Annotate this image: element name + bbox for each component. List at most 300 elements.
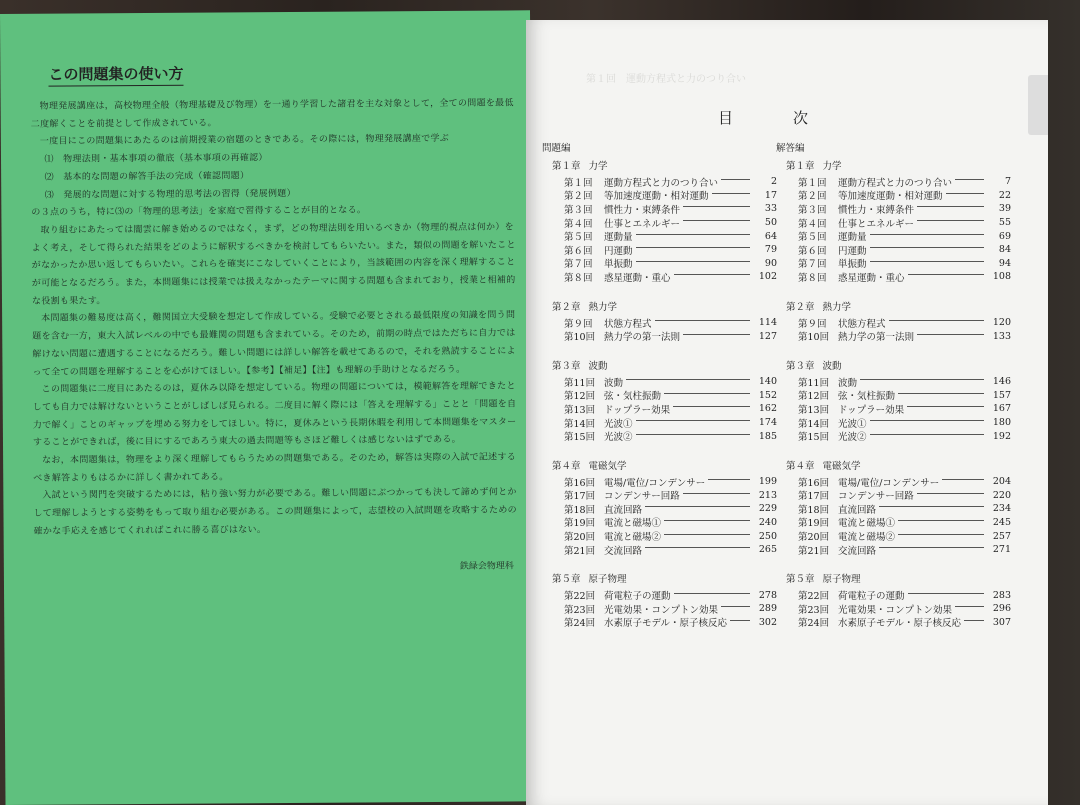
chapter-number: 第３章 xyxy=(786,360,815,372)
page-number: 84 xyxy=(998,244,1011,256)
leader-line xyxy=(870,420,984,421)
lesson-title: 等加速度運動・相対運動 xyxy=(604,191,709,203)
leader-line xyxy=(907,406,984,407)
lesson-title: 円運動 xyxy=(604,245,633,257)
lesson-title: 光電効果・コンプトン効果 xyxy=(604,604,719,616)
intro-paragraph: 物理発展講座は，高校物理全般（物理基礎及び物理）を一通り学習した諸君を主な対象として，全ての問題を最低二度解くことを前提として作成されている。 xyxy=(30,98,514,130)
toc-entry xyxy=(542,588,777,602)
page-number: 265 xyxy=(758,544,777,556)
left-page xyxy=(0,10,536,805)
intro-paragraph: 本問題集の難易度は高く，難関国立大受験を想定して作成している。受験で必要とされる最低限度の知識を問う問題を含む一方，東大入試レベルの中でも最難関の問題も含まれている。そのため，前期の時点ではただちに自力では解けない問題に遭遇することになるだろう。難しい問題には詳しい解答を載せてあるので，それを熟読することによって全ての問題を理解することを心がけてほしい。【参考】【補足】【注】も理解の手助けとなるだろう。 xyxy=(32,310,516,378)
leader-line xyxy=(626,379,750,380)
page-number: 50 xyxy=(764,217,777,229)
chapter-name: 電磁気学 xyxy=(822,460,861,472)
toc-entry xyxy=(776,216,1011,230)
leader-line xyxy=(917,493,984,494)
page-number: 283 xyxy=(992,589,1011,601)
page-number: 185 xyxy=(758,430,777,442)
chapter-name: 力学 xyxy=(822,161,842,172)
lesson-title: 電流と磁場① xyxy=(838,518,896,530)
lesson-title: 直流回路 xyxy=(604,504,643,516)
chapter-heading xyxy=(552,571,777,585)
page-number: 140 xyxy=(758,376,777,388)
chapter-number: 第５章 xyxy=(786,574,815,586)
page-number: 174 xyxy=(758,417,777,429)
page-number: 120 xyxy=(992,317,1011,329)
intro-paragraph: 取り組むにあたっては闇雲に解き始めるのではなく，まず，どの物理法則を用いるべきか（物理的視点は何か）をよく考え，そして得られた結果をどのように解釈するべきかを検討してもらいたい。また，類似の問題を解いたことがなかったか思い返してもらいたい。これらを確実にこなしていくことにより，当該範囲の内容を深く理解することが可能となるだろう。また，本問題集には授業では扱えなかったテーマに関する問題も含まれており，授業と相補的な役割も果たす。 xyxy=(31,222,516,307)
lesson-number: 第17回 xyxy=(798,491,830,503)
toc-chapter xyxy=(776,571,1011,629)
lesson-number: 第12回 xyxy=(798,391,830,403)
lesson-title: 交流回路 xyxy=(838,545,877,557)
lesson-title: 弦・気柱振動 xyxy=(604,391,662,403)
toc-entry xyxy=(542,243,777,257)
lesson-number: 第７回 xyxy=(798,259,827,271)
leader-line xyxy=(860,379,984,380)
page-number: 33 xyxy=(764,203,777,215)
toc-entry xyxy=(542,602,777,616)
leader-line xyxy=(870,234,984,235)
leader-line xyxy=(674,593,750,594)
leader-line xyxy=(889,320,984,321)
lesson-number: 第10回 xyxy=(564,332,596,344)
page-number: 204 xyxy=(992,476,1011,488)
page-number: 192 xyxy=(992,430,1011,442)
chapter-heading xyxy=(786,299,1011,313)
chapter-heading xyxy=(552,299,777,313)
lesson-number: 第３回 xyxy=(798,204,827,216)
toc-entry xyxy=(542,389,777,403)
chapter-name: 原子物理 xyxy=(588,574,627,586)
chapter-heading xyxy=(552,158,777,172)
lesson-number: 第19回 xyxy=(798,518,830,530)
lesson-title: 水素原子モデル・原子核反応 xyxy=(838,618,962,630)
page-number: 278 xyxy=(758,589,777,601)
page-number: 69 xyxy=(998,230,1011,242)
lesson-number: 第８回 xyxy=(564,272,593,284)
lesson-title: コンデンサー回路 xyxy=(838,491,914,503)
lesson-title: 波動 xyxy=(838,377,858,389)
toc-entry xyxy=(776,502,1011,516)
intro-paragraph: ⑶ 発展的な問題に対する物理的思考法の習得（発展例題） xyxy=(44,188,296,201)
toc-entry xyxy=(542,257,777,271)
lesson-number: 第23回 xyxy=(564,604,596,616)
lesson-title: 慣性力・束縛条件 xyxy=(838,204,915,216)
leader-line xyxy=(636,234,750,235)
leader-line xyxy=(636,420,750,421)
leader-line xyxy=(955,179,984,180)
page-number: 17 xyxy=(764,189,777,201)
leader-line xyxy=(917,206,984,207)
lesson-number: 第21回 xyxy=(798,545,830,557)
lesson-title: コンデンサー回路 xyxy=(604,491,680,503)
page-number: 250 xyxy=(758,530,777,542)
chapter-heading xyxy=(786,358,1011,372)
page-number: 257 xyxy=(992,530,1011,542)
lesson-number: 第15回 xyxy=(564,432,596,444)
chapter-number: 第４章 xyxy=(552,460,581,472)
lesson-title: ドップラー効果 xyxy=(604,404,671,416)
lesson-title: 光電効果・コンプトン効果 xyxy=(838,604,953,616)
lesson-number: 第９回 xyxy=(564,318,593,330)
leader-line xyxy=(870,434,984,435)
toc-entry xyxy=(542,489,777,503)
toc-entry xyxy=(542,270,777,284)
page-number: 90 xyxy=(764,257,777,269)
lesson-title: 電場/電位/コンデンサー xyxy=(604,477,706,489)
page-number: 162 xyxy=(758,403,777,415)
toc-chapter xyxy=(542,571,777,629)
lesson-title: 等加速度運動・相対運動 xyxy=(838,191,943,203)
lesson-number: 第14回 xyxy=(798,418,830,430)
leader-line xyxy=(879,547,984,548)
toc-entry xyxy=(776,329,1011,343)
toc-section-label: 問題編 xyxy=(542,143,571,154)
chapter-number: 第２章 xyxy=(786,301,815,313)
page-number: 302 xyxy=(758,616,777,628)
lesson-number: 第23回 xyxy=(798,604,830,616)
lesson-number: 第６回 xyxy=(564,245,593,257)
chapter-number: 第５章 xyxy=(552,574,581,586)
page-number: 114 xyxy=(758,317,777,329)
toc-entry xyxy=(542,175,777,189)
toc-entry xyxy=(776,243,1011,257)
lesson-number: 第４回 xyxy=(798,218,827,230)
toc-entry xyxy=(542,375,777,389)
toc-chapter xyxy=(776,299,1011,343)
toc-chapter xyxy=(776,158,1011,284)
lesson-number: 第13回 xyxy=(564,404,596,416)
toc-entry xyxy=(776,429,1011,443)
chapter-name: 原子物理 xyxy=(822,574,861,586)
leader-line xyxy=(674,274,750,275)
leader-line xyxy=(730,620,750,621)
lesson-title: 電流と磁場① xyxy=(604,518,662,530)
toc-entry xyxy=(776,588,1011,602)
toc-entry xyxy=(776,389,1011,403)
intro-paragraph: ⑵ 基本的な問題の解答手法の完成（確認問題） xyxy=(44,171,250,183)
lesson-number: 第10回 xyxy=(798,332,830,344)
toc-chapter xyxy=(542,358,777,443)
toc-entry xyxy=(776,270,1011,284)
toc-entry xyxy=(542,529,777,543)
lesson-title: 仕事とエネルギー xyxy=(604,218,681,230)
leader-line xyxy=(683,493,750,494)
lesson-number: 第７回 xyxy=(564,259,593,271)
page-number: 152 xyxy=(758,389,777,401)
toc-entry xyxy=(776,175,1011,189)
page-number: 240 xyxy=(758,516,777,528)
chapter-number: 第１章 xyxy=(786,161,815,172)
lesson-number: 第16回 xyxy=(564,477,596,489)
leader-line xyxy=(870,261,984,262)
toc-entry xyxy=(776,229,1011,243)
leader-line xyxy=(708,479,750,480)
chapter-heading xyxy=(786,458,1011,472)
toc-chapter xyxy=(542,158,777,284)
lesson-number: 第19回 xyxy=(564,518,596,530)
lesson-number: 第18回 xyxy=(564,504,596,516)
toc-entry xyxy=(542,216,777,230)
leader-line xyxy=(908,593,984,594)
toc-entry xyxy=(776,475,1011,489)
lesson-number: 第18回 xyxy=(798,504,830,516)
chapter-name: 熱力学 xyxy=(588,301,618,313)
lesson-title: 状態方程式 xyxy=(604,318,652,330)
lesson-title: 荷電粒子の運動 xyxy=(838,591,905,603)
leader-line xyxy=(664,520,750,521)
lesson-title: 熱力学の第一法則 xyxy=(604,332,681,344)
lesson-number: 第４回 xyxy=(564,218,593,230)
lesson-number: 第５回 xyxy=(564,232,593,244)
chapter-heading xyxy=(552,358,777,372)
lesson-title: 光波① xyxy=(604,418,633,430)
leader-line xyxy=(917,220,984,221)
chapter-heading xyxy=(552,458,777,472)
toc-entry xyxy=(542,502,777,516)
lesson-number: 第２回 xyxy=(564,191,593,203)
lesson-number: 第２回 xyxy=(798,191,827,203)
page-number: 39 xyxy=(998,203,1011,215)
lesson-title: 電流と磁場② xyxy=(604,532,662,544)
chapter-heading xyxy=(786,158,1011,172)
toc-entry xyxy=(776,375,1011,389)
page-number: 79 xyxy=(764,244,777,256)
intro-paragraph: ⑴ 物理法則・基本事項の徹底（基本事項の再確認） xyxy=(44,153,268,165)
lesson-title: ドップラー効果 xyxy=(838,404,905,416)
page-number: 127 xyxy=(758,330,777,342)
leader-line xyxy=(636,247,750,248)
lesson-number: 第16回 xyxy=(798,477,830,489)
lesson-title: 弦・気柱振動 xyxy=(838,391,896,403)
lesson-title: 単振動 xyxy=(838,259,867,271)
leader-line xyxy=(683,334,750,335)
toc-entry xyxy=(776,543,1011,557)
page-number: 55 xyxy=(998,217,1011,229)
toc-entry xyxy=(776,489,1011,503)
toc-entry xyxy=(776,516,1011,530)
lesson-title: 波動 xyxy=(604,377,624,389)
lesson-title: 熱力学の第一法則 xyxy=(838,332,915,344)
page-edge-tab xyxy=(1028,75,1048,135)
page-number: 157 xyxy=(992,389,1011,401)
lesson-number: 第１回 xyxy=(798,177,827,189)
intro-paragraph: 入試という関門を突破するためには，粘り強い努力が必要である。難しい問題にぶつかっても決して諦めず何とかして理解しようとする姿勢をもって取り組む必要がある。この問題集によって，志望校の入試問題を攻略するための確かな手応えを感じてくれればこれに勝る喜びはない。 xyxy=(33,487,517,537)
intro-paragraph: この問題集に二度目にあたるのは，夏休み以降を想定している。物理の問題については，模範解答を理解できたとしても自力では解けないということがしばしば見られる。二度目に解く際には「答えを理解する」ことと「問題を自力で解く」ことのギャップを埋める努力をしてほしい。特に，夏休みという長期休暇を利用して本問題集をマスターすることができれば，後に目にするであろう東大の過去問題等もさほど難しくは感じないはずである。 xyxy=(32,381,517,449)
page-number: 167 xyxy=(992,403,1011,415)
leader-line xyxy=(898,520,984,521)
chapter-number: 第４章 xyxy=(786,460,815,472)
chapter-number: 第２章 xyxy=(552,301,581,313)
toc-chapter xyxy=(542,458,777,557)
lesson-title: 水素原子モデル・原子核反応 xyxy=(604,618,728,630)
toc-entry xyxy=(776,202,1011,216)
lesson-title: 運動方程式と力のつり合い xyxy=(838,177,953,189)
page-number: 108 xyxy=(992,271,1011,283)
toc-entry xyxy=(542,329,777,343)
lesson-title: 惑星運動・重心 xyxy=(604,272,671,284)
leader-line xyxy=(664,534,750,535)
lesson-number: 第11回 xyxy=(564,377,596,389)
lesson-number: 第１回 xyxy=(564,177,593,189)
page-number: 146 xyxy=(992,376,1011,388)
toc-entry xyxy=(542,516,777,530)
lesson-number: 第８回 xyxy=(798,272,827,284)
leader-line xyxy=(655,320,750,321)
bleed-through-header: 第１回 運動方程式と力のつり合い xyxy=(586,74,746,85)
toc-entry xyxy=(542,202,777,216)
toc-chapter xyxy=(776,358,1011,443)
leader-line xyxy=(942,479,984,480)
page-number: 213 xyxy=(758,489,777,501)
leader-line xyxy=(645,506,750,507)
chapter-name: 波動 xyxy=(588,360,608,372)
lesson-number: 第21回 xyxy=(564,545,596,557)
leader-line xyxy=(636,261,750,262)
page-number: 22 xyxy=(998,189,1011,201)
lesson-number: 第３回 xyxy=(564,204,593,216)
page-number: 133 xyxy=(992,330,1011,342)
page-title: この問題集の使い方 xyxy=(48,63,183,87)
leader-line xyxy=(964,620,984,621)
toc-entry xyxy=(542,402,777,416)
page-number: 289 xyxy=(758,603,777,615)
toc-entry xyxy=(542,543,777,557)
lesson-title: 単振動 xyxy=(604,259,633,271)
leader-line xyxy=(946,193,984,194)
lesson-title: 荷電粒子の運動 xyxy=(604,591,671,603)
lesson-number: 第17回 xyxy=(564,491,596,503)
intro-paragraph: 一度目にこの問題集にあたるのは前期授業の宿題のときである。その際には，物理発展講座で学ぶ xyxy=(39,134,450,148)
leader-line xyxy=(870,247,984,248)
lesson-title: 電場/電位/コンデンサー xyxy=(838,477,940,489)
leader-line xyxy=(712,193,750,194)
page-number: 220 xyxy=(992,489,1011,501)
lesson-title: 円運動 xyxy=(838,245,867,257)
lesson-title: 惑星運動・重心 xyxy=(838,272,905,284)
intro-paragraph: なお，本問題集は，物理をより深く理解してもらうための問題集である。そのため，解答は実際の入試で記述するべき解答よりもはるかに詳しく書かれてある。 xyxy=(33,452,517,484)
toc-chapter xyxy=(776,458,1011,557)
leader-line xyxy=(673,406,750,407)
toc-section-label: 解答編 xyxy=(776,143,805,154)
leader-line xyxy=(721,606,750,607)
lesson-number: 第11回 xyxy=(798,377,830,389)
toc-entry xyxy=(542,189,777,203)
intro-paragraph: の３点のうち，特に⑶の「物理的思考法」を家庭で習得することが目的となる。 xyxy=(31,205,367,219)
lesson-title: 仕事とエネルギー xyxy=(838,218,915,230)
toc-title: 目次 xyxy=(718,109,869,127)
leader-line xyxy=(664,393,750,394)
chapter-name: 電磁気学 xyxy=(588,460,627,472)
page-number: 180 xyxy=(992,417,1011,429)
chapter-heading xyxy=(786,571,1011,585)
lesson-number: 第12回 xyxy=(564,391,596,403)
lesson-number: 第24回 xyxy=(564,618,596,630)
page-number: 199 xyxy=(758,476,777,488)
lesson-title: 光波② xyxy=(604,432,633,444)
toc-column-answers xyxy=(776,140,1011,629)
lesson-number: 第９回 xyxy=(798,318,827,330)
lesson-number: 第20回 xyxy=(564,532,596,544)
toc-entry xyxy=(776,602,1011,616)
chapter-name: 力学 xyxy=(588,161,608,172)
toc-entry xyxy=(776,402,1011,416)
toc-entry xyxy=(542,429,777,443)
toc-entry xyxy=(542,416,777,430)
lesson-number: 第13回 xyxy=(798,404,830,416)
leader-line xyxy=(683,220,750,221)
lesson-number: 第22回 xyxy=(798,591,830,603)
leader-line xyxy=(908,274,984,275)
page-number: 94 xyxy=(998,257,1011,269)
lesson-title: 電流と磁場② xyxy=(838,532,896,544)
page-number: 102 xyxy=(758,271,777,283)
toc-entry xyxy=(776,616,1011,630)
lesson-number: 第20回 xyxy=(798,532,830,544)
leader-line xyxy=(721,179,750,180)
chapter-name: 波動 xyxy=(822,360,842,372)
chapter-name: 熱力学 xyxy=(822,301,852,313)
lesson-title: 運動量 xyxy=(838,232,867,244)
leader-line xyxy=(955,606,984,607)
lesson-title: 光波① xyxy=(838,418,867,430)
lesson-number: 第６回 xyxy=(798,245,827,257)
leader-line xyxy=(636,434,750,435)
toc-entry xyxy=(542,229,777,243)
toc-entry xyxy=(542,316,777,330)
page-number: 234 xyxy=(992,503,1011,515)
right-page xyxy=(526,20,1048,805)
lesson-title: 運動量 xyxy=(604,232,633,244)
leader-line xyxy=(683,206,750,207)
leader-line xyxy=(898,534,984,535)
lesson-number: 第24回 xyxy=(798,618,830,630)
page-number: 2 xyxy=(770,176,777,188)
lesson-title: 慣性力・束縛条件 xyxy=(604,204,681,216)
page-number: 307 xyxy=(992,616,1011,628)
lesson-title: 光波② xyxy=(838,432,867,444)
toc-entry xyxy=(776,257,1011,271)
lesson-title: 運動方程式と力のつり合い xyxy=(604,177,719,189)
toc-entry xyxy=(776,189,1011,203)
leader-line xyxy=(898,393,984,394)
page-number: 64 xyxy=(764,230,777,242)
lesson-number: 第15回 xyxy=(798,432,830,444)
toc-entry xyxy=(542,475,777,489)
leader-line xyxy=(645,547,750,548)
toc-entry xyxy=(776,316,1011,330)
toc-chapter xyxy=(542,299,777,343)
chapter-number: 第３章 xyxy=(552,360,581,372)
lesson-number: 第５回 xyxy=(798,232,827,244)
leader-line xyxy=(879,506,984,507)
leader-line xyxy=(917,334,984,335)
intro-text xyxy=(31,95,524,541)
page-number: 245 xyxy=(992,516,1011,528)
chapter-number: 第１章 xyxy=(552,161,581,172)
toc-entry xyxy=(776,416,1011,430)
lesson-number: 第22回 xyxy=(564,591,596,603)
page-number: 7 xyxy=(1004,176,1011,188)
toc-entry xyxy=(776,529,1011,543)
toc-entry xyxy=(542,616,777,630)
lesson-title: 交流回路 xyxy=(604,545,643,557)
lesson-number: 第14回 xyxy=(564,418,596,430)
lesson-title: 直流回路 xyxy=(838,504,877,516)
page-number: 271 xyxy=(992,544,1011,556)
page-number: 229 xyxy=(758,503,777,515)
signature: 鉄緑会物理科 xyxy=(459,561,514,572)
